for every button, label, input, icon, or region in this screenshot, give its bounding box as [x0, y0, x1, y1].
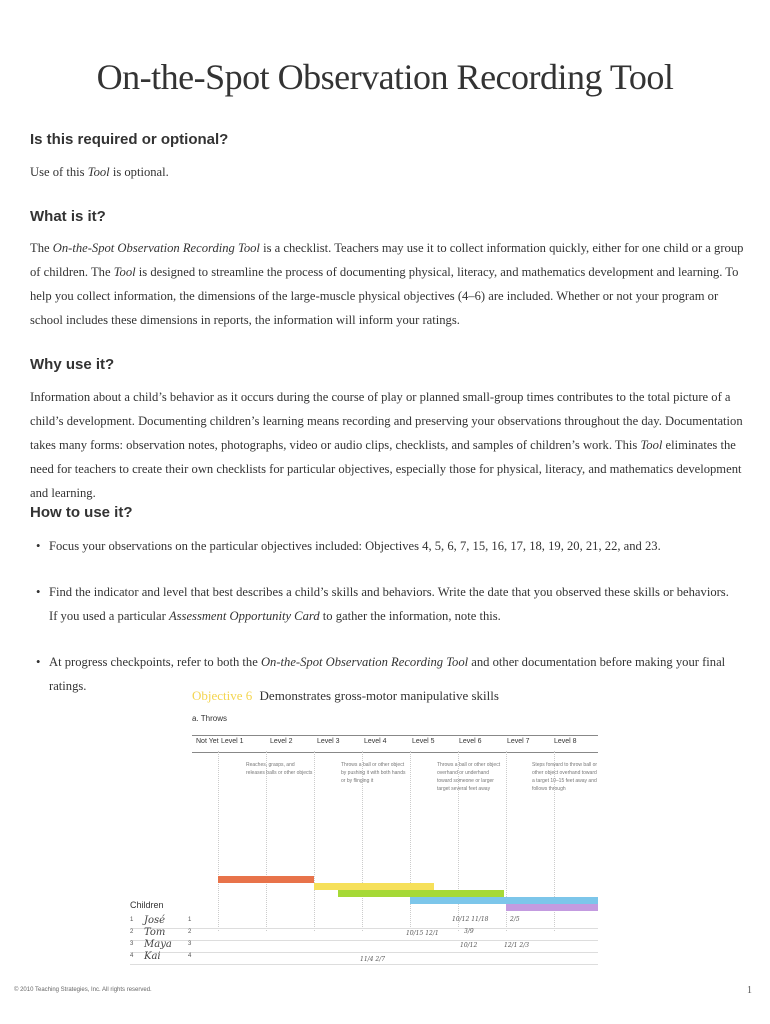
- level-header: Level 6: [459, 738, 482, 745]
- bullet-icon: •: [36, 539, 41, 553]
- date-mark: 2/5: [510, 916, 520, 923]
- objective-label: Objective 6: [192, 688, 253, 703]
- heading-how: How to use it?: [30, 504, 133, 521]
- copyright-footer: © 2010 Teaching Strategies, Inc. All rights reserved.: [14, 987, 152, 993]
- page-title: On-the-Spot Observation Recording Tool: [96, 57, 674, 97]
- level-header: Level 8: [554, 738, 577, 745]
- child-row: 1 José 1: [130, 916, 598, 929]
- paragraph-why: Information about a child’s behavior as it occurs during the course of play or planned small-group times contributes to the total picture of a child’s development. Documenting children’s learning means recording and preserving your observations throughout the day. Documentation takes many forms: observation notes, photographs, video or audio clips, checklists, and samples of children’s work. This Tool eliminates the need for teachers to create their own checklists for particular objectives, especially those for physical, literacy, and mathematics development and learning.: [30, 390, 743, 500]
- sample-tool-figure: [126, 684, 598, 970]
- level-bar-yellow: [314, 883, 434, 890]
- level-bar-green: [338, 890, 504, 897]
- figure-objective: [192, 688, 499, 704]
- child-name: Tom: [144, 927, 166, 938]
- date-mark: 3/9: [464, 928, 474, 935]
- bullet-item-2: • Find the indicator and level that best describes a child’s skills and behaviors. Write the date that you observed these skills or behaviors. If you used a particular Assessment Opportunity Card to gather the information, note this.: [36, 580, 736, 628]
- date-mark: 10/15 12/1: [406, 930, 439, 937]
- level-header: Not Yet: [196, 738, 219, 745]
- level-8-description: Steps forward to throw ball or other object overhand toward a target 10–15 feet away and follows through: [532, 762, 598, 792]
- date-mark: 10/12 11/18: [452, 916, 489, 923]
- level-header: Level 3: [317, 738, 340, 745]
- level-header-row: [192, 735, 598, 753]
- paragraph-required: Use of this Tool is optional.: [30, 165, 169, 179]
- figure-subheading: a. Throws: [192, 714, 227, 723]
- date-mark: 10/12: [460, 942, 478, 949]
- level-2-description: Reaches, grasps, and releases balls or other objects: [246, 762, 313, 776]
- bullet-item-1: • Focus your observations on the particular objectives included: Objectives 4, 5, 6, 7, 15, 16, 17, 18, 19, 20, 21, 22, and 23.: [36, 534, 736, 558]
- children-label: Children: [130, 900, 164, 910]
- level-header: Level 2: [270, 738, 293, 745]
- child-name: José: [144, 915, 166, 926]
- level-bar-red: [218, 876, 314, 883]
- level-header: Level 7: [507, 738, 530, 745]
- level-bar-blue: [410, 897, 598, 904]
- child-row: 3 Maya 3: [130, 940, 598, 953]
- bullet-item-3: • At progress checkpoints, refer to both the On-the-Spot Observation Recording Tool and other documentation before making your final ratings.: [36, 650, 736, 698]
- heading-why: Why use it?: [30, 356, 115, 373]
- date-mark: 12/1 2/3: [504, 942, 530, 949]
- level-header: Level 5: [412, 738, 435, 745]
- level-header: Level 4: [364, 738, 387, 745]
- heading-what: What is it?: [30, 208, 106, 225]
- paragraph-what: The On-the-Spot Observation Recording Tool is a checklist. Teachers may use it to collect information quickly, either for one child or a group of children. The Tool is designed to streamline the process of documenting physical, literacy, and mathematics development and learning. To help you collect information, the dimensions of the large-muscle physical objectives (4–6) are included. Whether or not your program or school includes these dimensions in reports, the information will inform your ratings.: [30, 241, 744, 327]
- heading-required: Is this required or optional?: [30, 131, 229, 148]
- child-row: 4 Kai 4: [130, 952, 598, 965]
- level-bar-purple: [506, 904, 598, 911]
- level-6-description: Throws a ball or other object overhand or underhand toward someone or larger target several feet away: [437, 762, 501, 792]
- level-header: Level 1: [221, 738, 244, 745]
- bullet-icon: •: [36, 585, 41, 599]
- page-number: 1: [747, 985, 752, 996]
- date-mark: 11/4 2/7: [360, 956, 386, 963]
- objective-text: Demonstrates gross-motor manipulative skills: [259, 688, 499, 703]
- child-name: Maya: [144, 939, 172, 950]
- level-4-description: Throws a ball or other object by pushing it with both hands or by flinging it: [341, 762, 406, 784]
- bullet-icon: •: [36, 655, 41, 669]
- child-name: Kai: [144, 951, 161, 962]
- child-row: 2 Tom 2: [130, 928, 598, 941]
